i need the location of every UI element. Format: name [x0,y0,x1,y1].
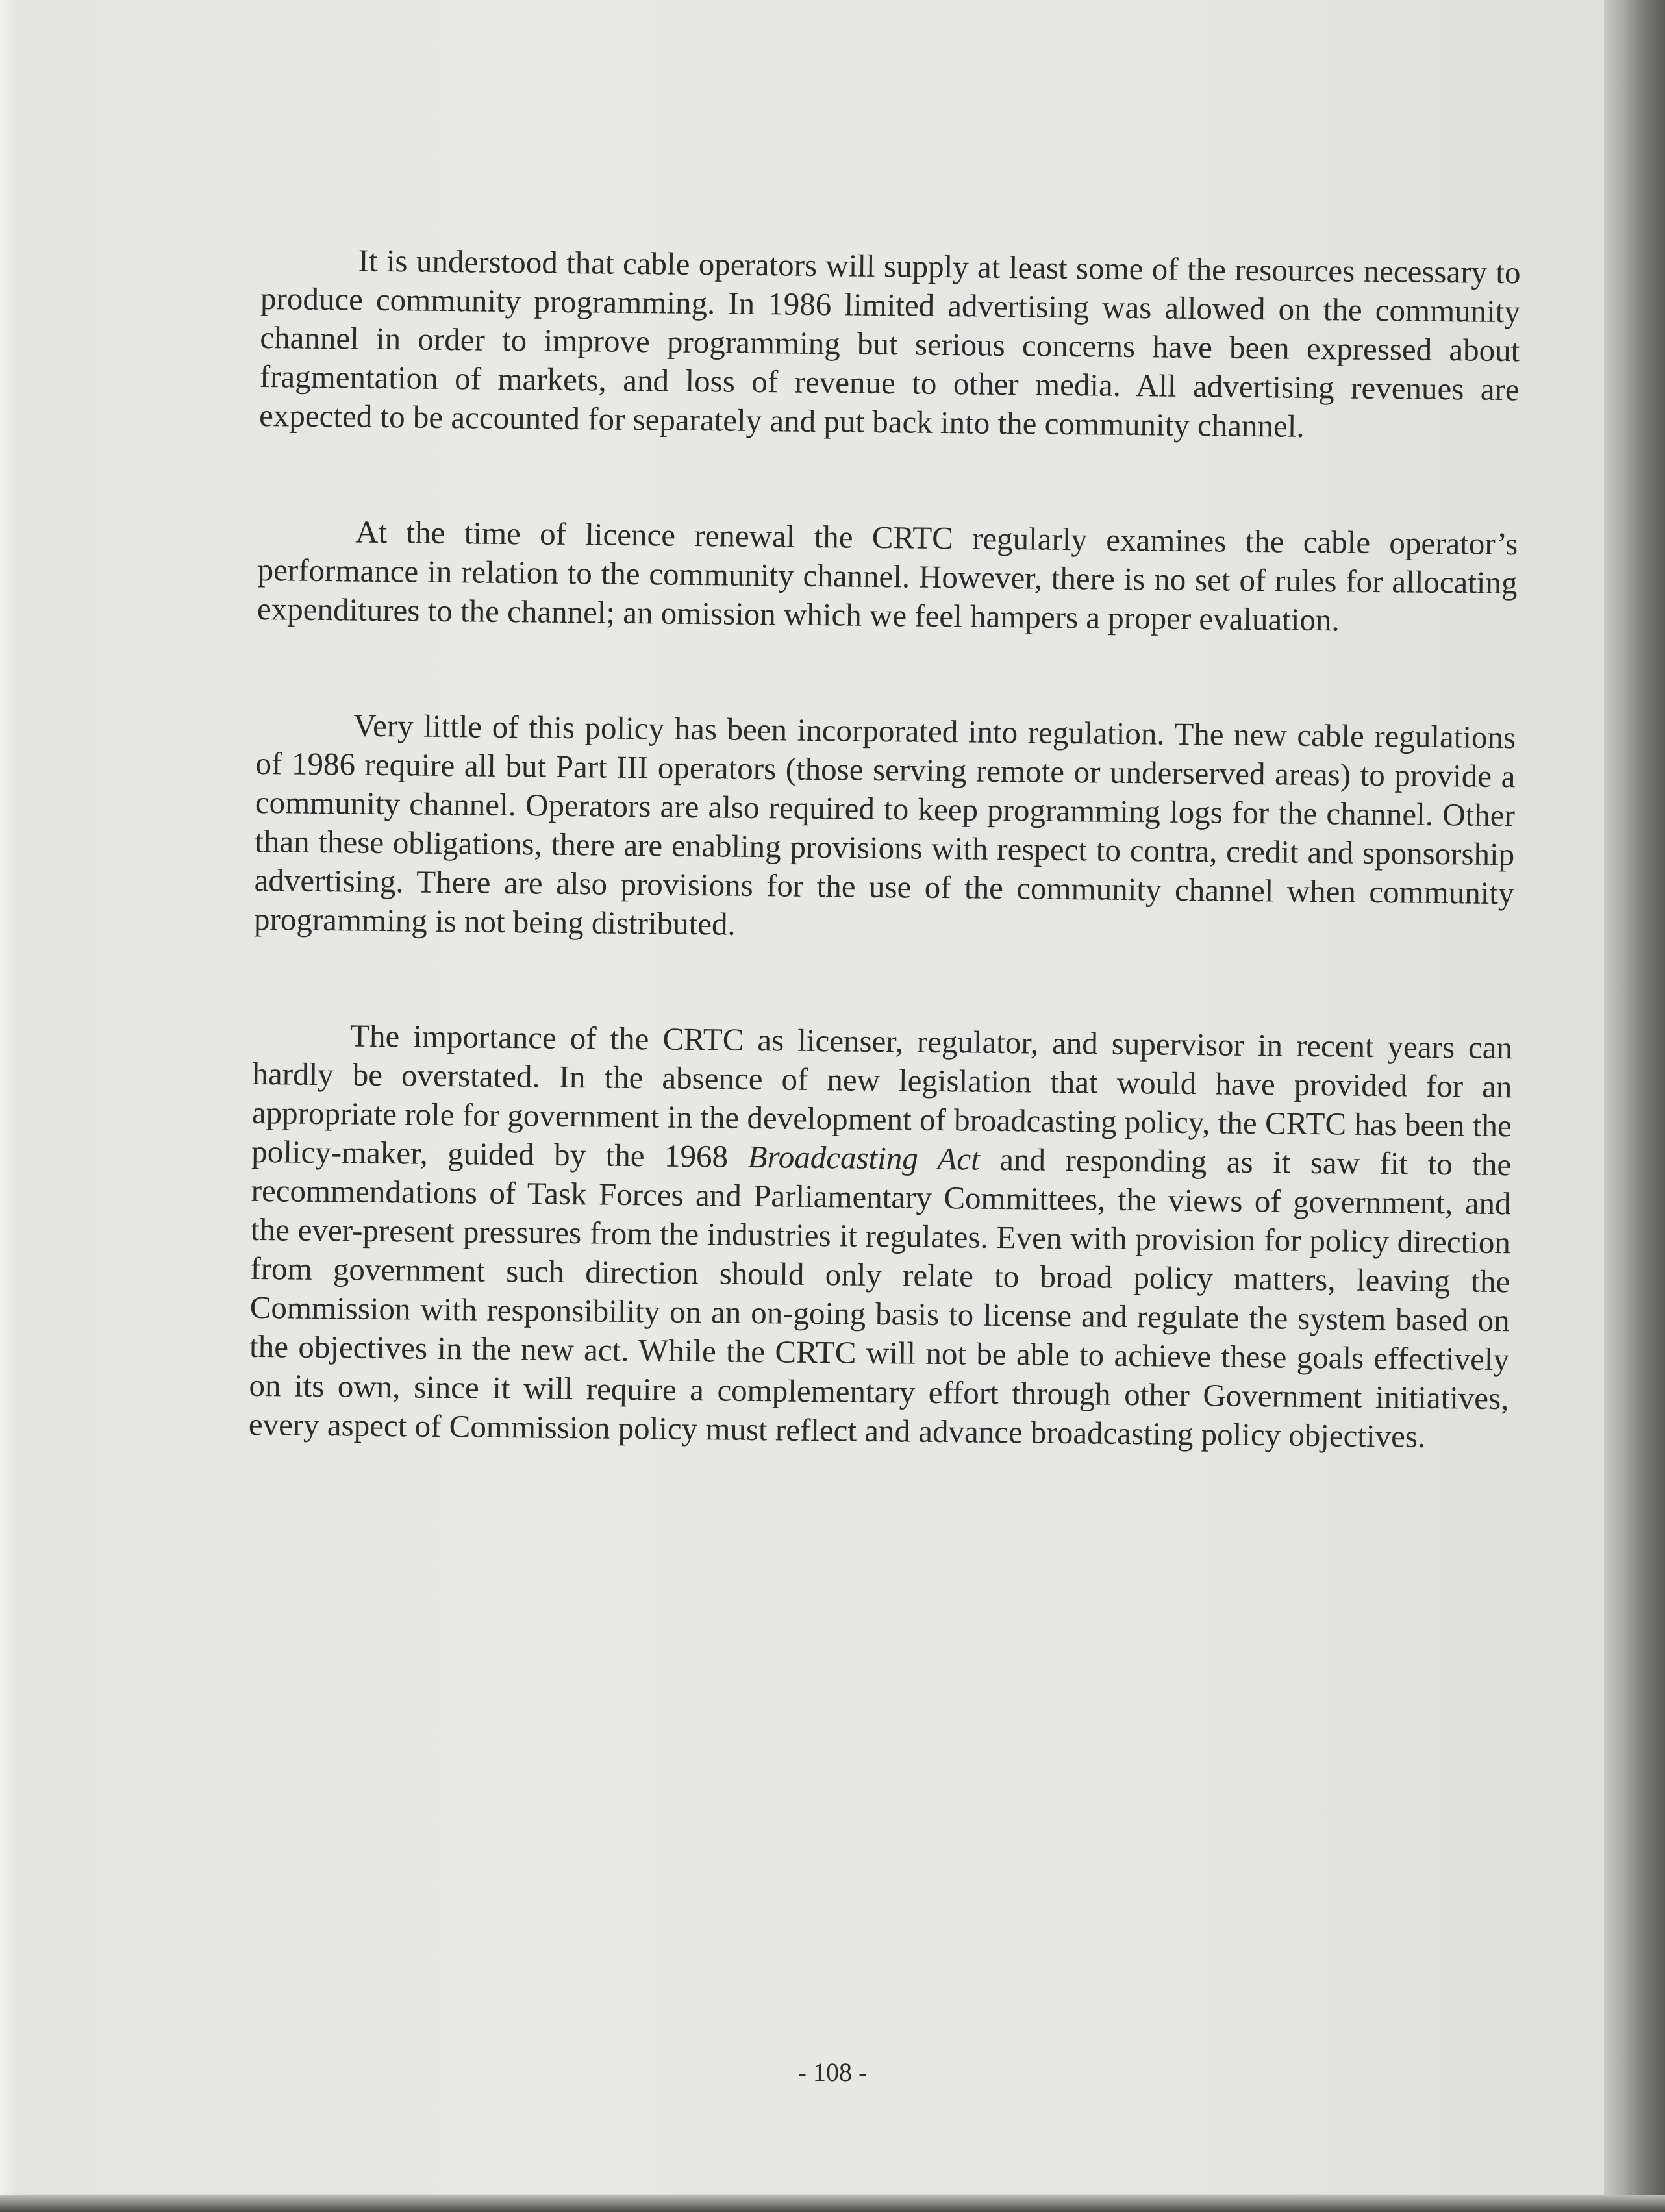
paragraph-community-resources: It is understood that cable operators will supply at least some of the resources necessary to produce community programming. In 1986 limited advertising was allowed on the community channel in order to improve programming but serious concerns have been expressed about fragmentation of markets, and loss of revenue to other media. All advertising revenues are expected to be accounted for separately and put back into the community channel. [258,242,1521,444]
act-title: Broadcasting Act [747,1138,981,1177]
body-text [249,240,1521,1457]
paragraph-text-part: and responding as it saw fit to the recommendations of Task Forces and Parliamentary Committees, the views of government, and the ever-present pressures from the industries it regulates. Even with provision for policy direction from government such direction should only relate to broad policy matters, leaving the Commission with responsibility on an on-going basis to license and regulate the system based on the objectives in the new act. While the CRTC will not be able to achieve these goals effectively on its own, since it will require a complementary effort through other Government initiatives, every aspect of Commission policy must reflect and advance broadcasting policy objectives. [248,1141,1512,1454]
paragraph-crtc-importance [249,1015,1513,1457]
page-number: - 108 - [797,2057,868,2087]
paragraph-licence-renewal: At the time of licence renewal the CRTC regularly examines the cable operator’s performance in relation to the community channel. However, there is no set of rules for allocating expenditures to the channel; an omission which we feel hampers a proper evaluation. [257,514,1518,638]
paragraph-text-part: The importance of the CRTC as licenser, regulator, and supervisor in recent years can hardly be overstated. In the absence of new legislation that would have provided for an appropriate role for government in the development of broadcasting policy, the CRTC has been the policy-maker, guided by the 1968 [251,1017,1513,1174]
page-bottom-edge [0,2195,1665,2212]
book-gutter [1604,0,1665,2212]
paragraph-cable-regulations: Very little of this policy has been incorporated into regulation. The new cable regulations of 1986 require all but Part III operators (those serving remote or underserved areas) to provide a community channel. Operators are also required to keep programming logs for the channel. Other than these obligations, there are enabling provisions with respect to contra, credit and sponsorship advertising. There are also provisions for the use of the community channel when community programming is not being distributed. [253,707,1516,942]
